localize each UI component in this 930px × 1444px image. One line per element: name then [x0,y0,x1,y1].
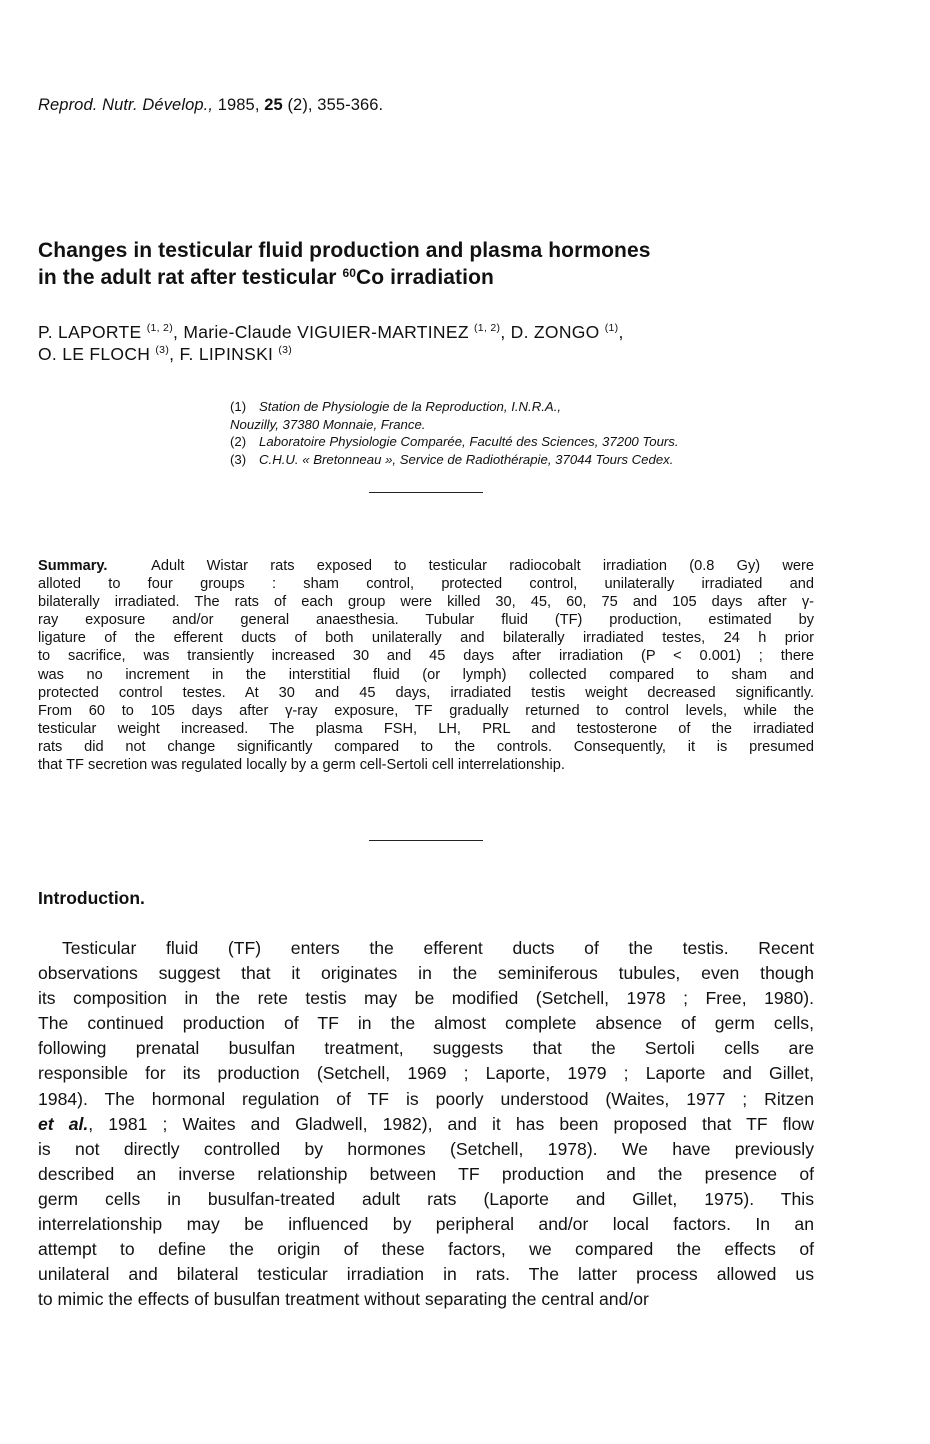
title-line-1: Changes in testicular fluid production and plasma hormones [38,239,651,262]
author-name: , D. ZONGO [500,322,600,342]
summary-line: alloted to four groups : sham control, protected control, unilaterally irradiated and [38,576,814,593]
intro-line: The continued production of TF in the almost complete absence of germ cells, [38,1013,814,1034]
intro-line: its composition in the rete testis may be modified (Setchell, 1978 ; Free, 1980). [38,988,814,1009]
intro-line: following prenatal busulfan treatment, suggests that the Sertoli cells are [38,1038,814,1059]
summary-line: From 60 to 105 days after γ-ray exposure, TF gradually returned to control levels, while the [38,702,814,719]
affiliation-text: C.H.U. « Bretonneau », Service de Radiothérapie, 37044 Tours Cedex. [259,451,674,467]
author-affiliation-ref: (3) [155,344,170,356]
intro-line: observations suggest that it originates in the seminiferous tubules, even though [38,963,814,984]
isotope-mass-number: 60 [342,266,357,280]
intro-line [38,1112,814,1137]
summary-line: that TF secretion was regulated locally by a germ cell-Sertoli cell interrelationship. [38,757,565,774]
journal-citation [38,96,383,115]
summary-label: Summary. [38,558,108,574]
author-line-2 [38,343,858,365]
journal-name: Reprod. Nutr. Dévelop., [38,96,214,114]
author-name: , F. LIPINSKI [169,344,274,364]
intro-line: to mimic the effects of busulfan treatment without separating the central and/or [38,1289,649,1310]
section-divider [369,492,483,493]
summary-line: ligature of the efferent ducts of both unilaterally and bilaterally irradiated testes, 24 h prior [38,630,814,647]
author-affiliation-ref: (1, 2) [146,322,173,334]
journal-year: 1985, [217,96,260,114]
intro-line: described an inverse relationship between TF production and the presence of [38,1163,814,1184]
summary-abstract [38,557,814,774]
title-line-2 [38,264,858,291]
affiliation-2 [230,433,870,451]
author-affiliation-ref: (1) [604,322,619,334]
intro-line: Testicular fluid (TF) enters the efferent ducts of the testis. Recent [62,938,814,958]
introduction-heading: Introduction. [38,888,145,908]
summary-line [38,557,814,575]
intro-line-text: , 1981 ; Waites and Gladwell, 1982), and it has been proposed that TF flow [88,1113,814,1134]
intro-line: 1984). The hormonal regulation of TF is poorly understood (Waites, 1977 ; Ritzen [38,1088,814,1109]
affiliation-1 [230,398,870,416]
summary-line: was no increment in the interstitial fluid (or lymph) collected compared to sham and [38,666,814,683]
introduction-body [38,936,814,1312]
summary-line: ray exposure and/or general anaesthesia. Tubular fluid (TF) production, estimated by [38,612,814,629]
affiliation-text: Station de Physiologie de la Reproduction, I.N.R.A., [259,399,562,414]
intro-line: attempt to define the origin of these factors, we compared the effects of [38,1239,814,1260]
journal-issue-pages: (2), 355-366. [287,96,384,114]
summary-line: bilaterally irradiated. The rats of each group were killed 30, 45, 60, 75 and 105 days after γ- [38,594,814,611]
affiliation-1-continued: Nouzilly, 37380 Monnaie, France. [230,416,426,432]
intro-line: germ cells in busulfan-treated adult rats (Laporte and Gillet, 1975). This [38,1188,814,1209]
affiliation-number: (1) [230,399,247,414]
et-al-italic: et al. [38,1113,89,1134]
intro-line: responsible for its production (Setchell, 1969 ; Laporte, 1979 ; Laporte and Gillet, [38,1063,814,1084]
affiliation-number: (3) [230,451,247,467]
summary-line: rats did not change significantly compared to the controls. Consequently, it is presumed [38,738,814,755]
author-line-1 [38,321,858,343]
summary-line-text: Adult Wistar rats exposed to testicular radiocobalt irradiation (0.8 Gy) were [151,558,814,574]
affiliation-text: Laboratoire Physiologie Comparée, Faculté des Sciences, 37200 Tours. [259,434,679,450]
title-line-2-start: in the adult rat after testicular [38,266,343,289]
author-affiliation-ref: (3) [278,344,293,356]
intro-line: is not directly controlled by hormones (Setchell, 1978). We have previously [38,1138,814,1159]
author-affiliation-ref: (1, 2) [474,322,501,334]
author-separator: , [618,322,624,342]
affiliation-list [230,398,870,468]
author-name: O. LE FLOCH [38,344,151,364]
author-name: , Marie-Claude VIGUIER-MARTINEZ [173,322,469,342]
title-line-2-end: Co irradiation [356,266,494,289]
journal-volume: 25 [264,96,283,114]
affiliation-number: (2) [230,434,247,450]
intro-line: interrelationship may be influenced by peripheral and/or local factors. In an [38,1214,814,1235]
affiliation-3 [230,451,870,469]
author-name: P. LAPORTE [38,322,142,342]
summary-line: protected control testes. At 30 and 45 days, irradiated testis weight decreased significantly. [38,684,814,701]
section-divider [369,840,483,841]
summary-line: testicular weight increased. The plasma FSH, LH, PRL and testosterone of the irradiated [38,720,814,737]
intro-line: unilateral and bilateral testicular irradiation in rats. The latter process allowed us [38,1264,814,1285]
summary-line: to sacrifice, was transiently increased 30 and 45 days after irradiation (P < 0.001) ; there [38,648,814,665]
author-list [38,321,858,365]
article-title [38,237,858,291]
